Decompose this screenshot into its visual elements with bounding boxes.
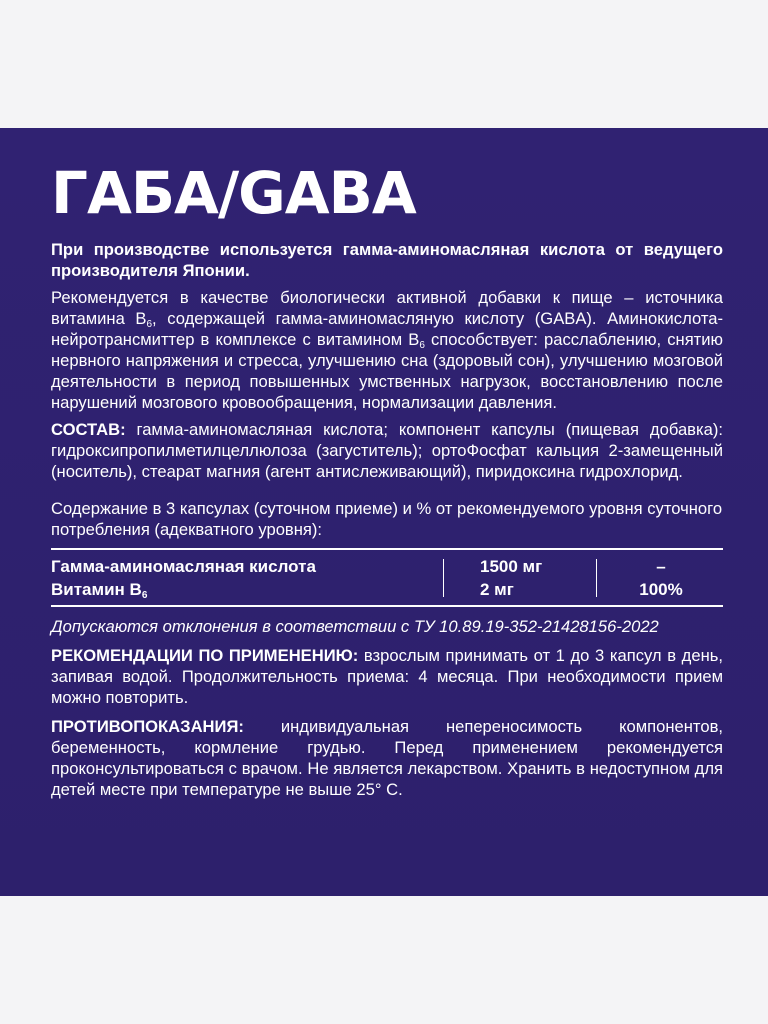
table-row: [51, 579, 723, 601]
contraindications-section: [51, 716, 723, 800]
vitamin-subscript: 6: [141, 590, 148, 601]
description-part-1: Рекомендуется в качестве биологически активной добавки к пище – источника витамина B: [51, 288, 723, 328]
composition-label: СОСТАВ:: [51, 420, 126, 439]
nutrient-percent: 100%: [639, 580, 683, 599]
usage-text: взрослым принимать от 1 до 3 капсул в день, запивая водой. Продолжительность приема: 4 месяца. При необходимости прием можно повторить.: [51, 646, 723, 707]
content-header: Содержание в 3 капсулах (суточном приеме) и % от рекомендуемого уровня суточного потребления (адекватного уровня):: [51, 499, 723, 539]
nutrient-amount: 1500 мг: [480, 557, 543, 576]
contraindications-label: ПРОТИВОПОКАЗАНИЯ:: [51, 717, 244, 736]
usage-label: РЕКОМЕНДАЦИИ ПО ПРИМЕНЕНИЮ:: [51, 646, 359, 665]
composition-text: гамма-аминомасляная кислота; компонент капсулы (пищевая добавка): гидроксипропилметилцеллюлоза (загуститель); ортоФосфат кальция 2-замещенный (носитель), стеарат магния (агент антислеживающий), пиридоксина гидрохлорид.: [51, 420, 723, 481]
description-text: [51, 287, 723, 413]
description-part-2: , содержащей гамма-аминомасляную кислоту (GABA). Аминокислота-нейротрансмиттер в комплексе с витамином B: [51, 309, 723, 349]
usage-section: [51, 645, 723, 708]
composition-section: [51, 419, 723, 482]
nutrient-amount: 2 мг: [480, 580, 514, 599]
table-row: [51, 556, 723, 578]
table-bottom-divider: [51, 605, 723, 607]
nutrient-name-text: Витамин B: [51, 580, 142, 599]
nutrient-percent: –: [656, 557, 666, 576]
nutrient-name: [51, 579, 147, 600]
contraindications-text: индивидуальная непереносимость компонентов, беременность, кормление грудью. Перед применением рекомендуется проконсультироваться с врачом. Не является лекарством. Хранить в недоступном для детей месте при температуре не выше 25° С.: [51, 717, 723, 799]
vitamin-subscript: 6: [419, 340, 425, 351]
product-title: ГАБА/GABA: [51, 159, 416, 227]
nutrient-name: Гамма-аминомасляная кислота: [51, 557, 316, 576]
deviation-note: Допускаются отклонения в соответствии с ТУ 10.89.19-352-21428156-2022: [51, 617, 659, 636]
nutrient-table: [51, 550, 723, 605]
vitamin-subscript: 6: [146, 319, 153, 330]
intro-text: При производстве используется гамма-аминомасляная кислота от ведущего производителя Японии.: [51, 240, 723, 280]
description-part-3: способствует: расслаблению, снятию нервного напряжения и стресса, улучшению сна (здоровый сон), улучшению мозговой деятельности в период повышенных умственных нагрузок, восстановлению после нарушений мозгового кровообращения, нормализации давления.: [51, 330, 723, 412]
label-text-block: [51, 239, 723, 800]
product-info-panel: [0, 128, 768, 896]
